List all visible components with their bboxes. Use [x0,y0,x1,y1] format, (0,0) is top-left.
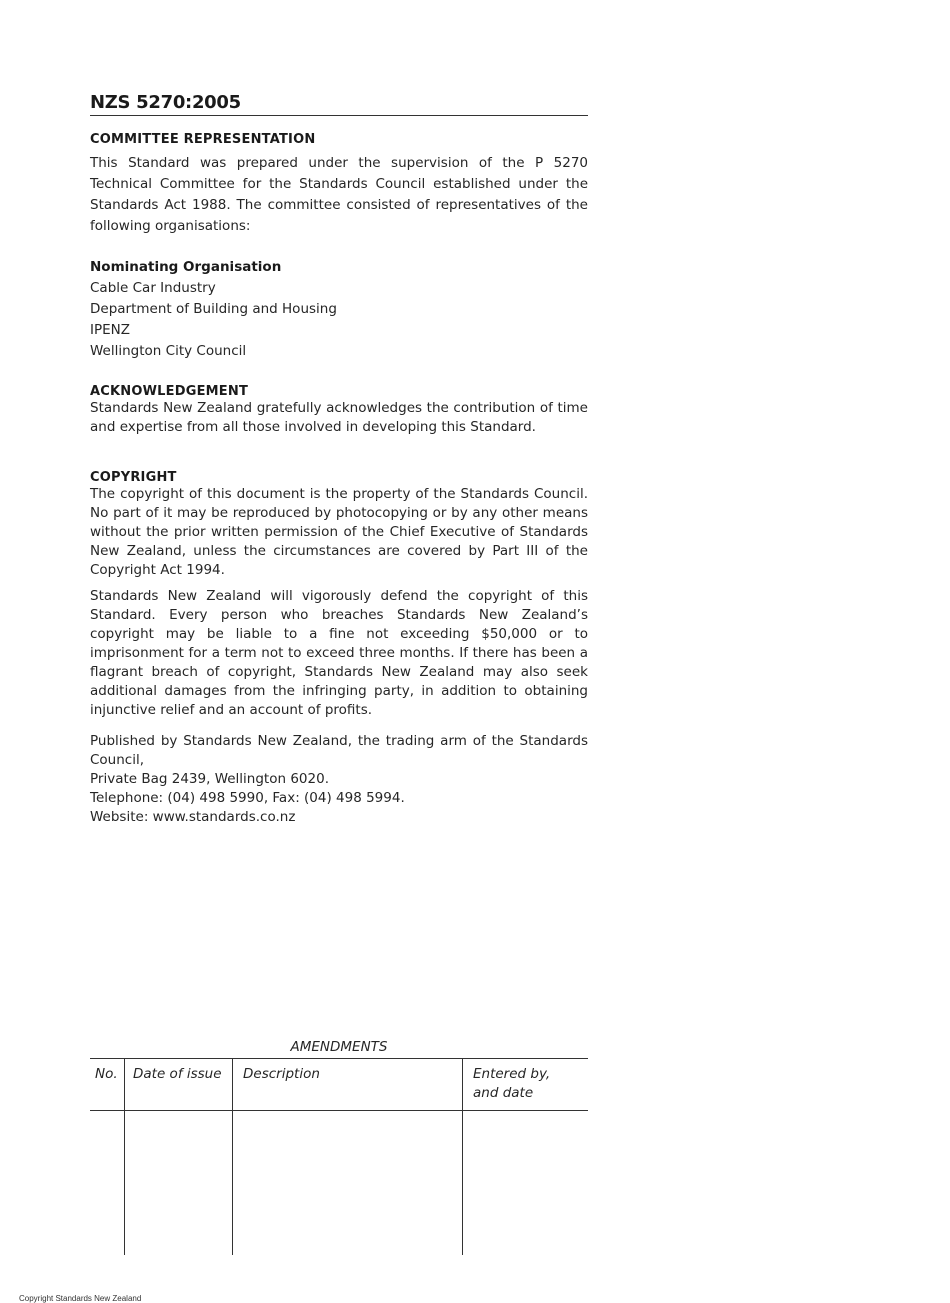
committee-text: This Standard was prepared under the supervision of the P 5270 Technical Committee for the Standards Council established under the Standards Act 1988. The committee consisted of representatives of the following organisations: [90,155,588,234]
copyright-heading: COPYRIGHT [90,470,177,485]
org-item: Cable Car Industry [90,280,216,296]
document-number: NZS 5270:2005 [90,92,588,116]
column-divider [124,1059,125,1255]
acknowledgement-heading: ACKNOWLEDGEMENT [90,384,249,399]
committee-heading: COMMITTEE REPRESENTATION [90,132,316,147]
entered-by-line-2: and date [473,1085,534,1101]
nominating-organisations [90,257,588,362]
column-header-entered-by [473,1065,550,1103]
org-heading: Nominating Organisation [90,259,282,275]
copyright-paragraph-1: The copyright of this document is the property of the Standards Council. No part of it may be reproduced by photocopying or by any other means without the prior written permission of the Chief Executive of Standards New Zealand, unless the circumstances are covered by Part III of the Copyright Act 1994. [90,486,588,578]
publisher-phone-fax: Telephone: (04) 498 5990, Fax: (04) 498 5994. [90,790,405,806]
amendments-table [90,1058,588,1255]
publisher-address: Private Bag 2439, Wellington 6020. [90,771,329,787]
publisher-info [90,732,588,827]
amendments-title: AMENDMENTS [290,1039,388,1055]
copyright-paragraph-2: Standards New Zealand will vigorously defend the copyright of this Standard. Every person who breaches Standards New Zealand’s copyright may be liable to a fine not exceeding $50,000 or to imprisonment for a term not to exceed three months. If there has been a flagrant breach of copyright, Standards New Zealand may also seek additional damages from the infringing party, in addition to obtaining injunctive relief and an account of profits. [90,588,588,718]
org-item: Wellington City Council [90,343,247,359]
column-divider [462,1059,463,1255]
publisher-website: Website: www.standards.co.nz [90,809,296,825]
acknowledgement-text: Standards New Zealand gratefully acknowledges the contribution of time and expertise from all those involved in developing this Standard. [90,400,588,435]
column-divider [232,1059,233,1255]
table-header-divider [90,1110,588,1111]
entered-by-line-1: Entered by, [473,1066,551,1082]
org-item: IPENZ [90,322,130,338]
copyright-footer: Copyright Standards New Zealand [19,1294,142,1303]
column-header-no: No. [95,1066,118,1082]
column-header-date: Date of issue [133,1066,222,1082]
org-item: Department of Building and Housing [90,301,337,317]
document-page [90,92,588,827]
column-header-description: Description [243,1066,320,1082]
publisher-line: Published by Standards New Zealand, the trading arm of the Standards Council, [90,733,588,768]
